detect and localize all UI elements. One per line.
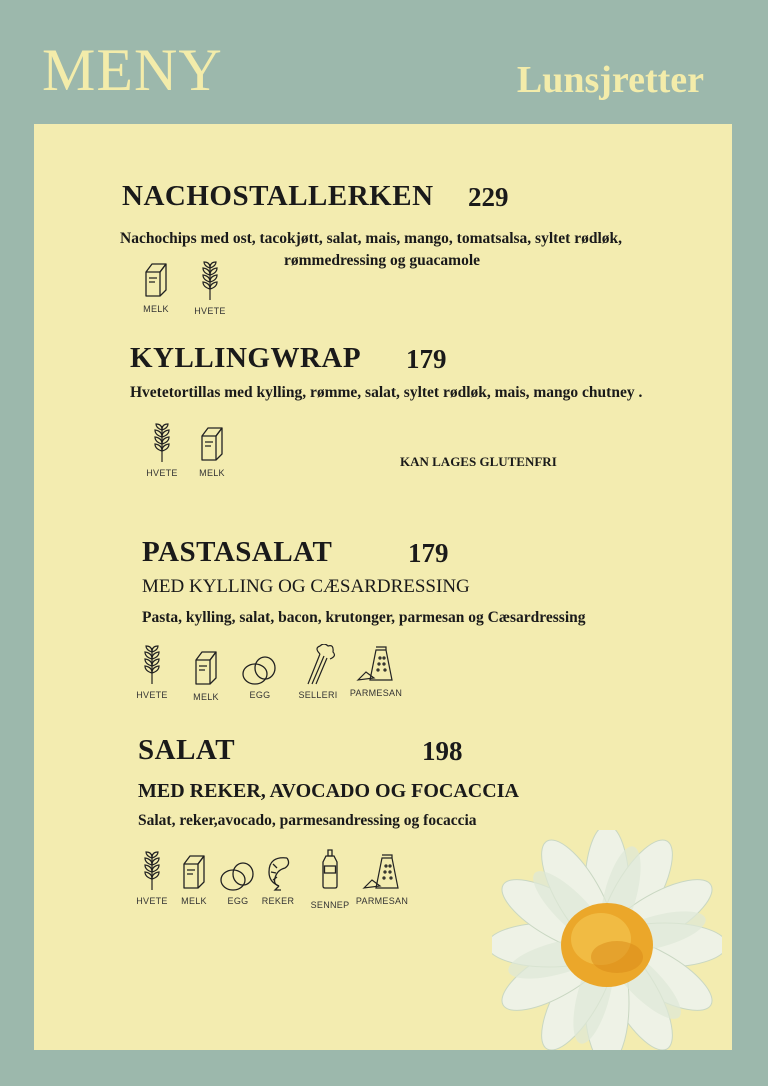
- allergen-label: MELK: [199, 468, 225, 478]
- page-title: MENY: [42, 37, 223, 103]
- allergen-label: PARMESAN: [349, 688, 403, 698]
- daisy-flower: [492, 830, 722, 1050]
- wheat-icon: [138, 850, 166, 892]
- milk-carton-icon: [196, 424, 228, 464]
- milk-carton-icon: [140, 260, 172, 300]
- wheat-icon: [138, 644, 166, 686]
- allergen-wheat: [124, 644, 180, 700]
- allergen-shrimp: [250, 850, 306, 906]
- allergen-milk: [128, 260, 184, 314]
- allergen-label: MELK: [181, 896, 207, 906]
- milk-carton-icon: [190, 648, 222, 688]
- allergen-label: HVETE: [136, 690, 168, 700]
- dish-name-kyllingwrap: KYLLINGWRAP: [130, 342, 362, 374]
- dish-desc-pastasalat: Pasta, kylling, salat, bacon, krutonger, parmesan og Cæsardressing: [142, 609, 586, 626]
- dish-subtitle-salat: MED REKER, AVOCADO OG FOCACCIA: [138, 780, 519, 802]
- dish-note-glutenfree: KAN LAGES GLUTENFRI: [400, 454, 557, 469]
- allergen-label: EGG: [249, 690, 271, 700]
- allergen-egg: [232, 650, 288, 700]
- allergen-mustard: [302, 842, 358, 910]
- allergen-label: MELK: [193, 692, 219, 702]
- dish-price-nachostallerken: 229: [468, 182, 509, 212]
- allergen-label: MELK: [143, 304, 169, 314]
- allergen-parmesan: [348, 644, 404, 698]
- allergen-celery: [290, 644, 346, 700]
- dish-desc-salat: Salat, reker,avocado, parmesandressing og focaccia: [138, 812, 477, 829]
- allergen-label: SELLERI: [298, 690, 338, 700]
- allergen-milk: [178, 648, 234, 702]
- dish-price-pastasalat: 179: [408, 538, 449, 568]
- wheat-icon: [196, 260, 224, 302]
- mustard-bottle-icon: [316, 842, 344, 896]
- allergen-wheat: [182, 260, 238, 316]
- dish-price-salat: 198: [422, 736, 463, 766]
- allergen-label: SENNEP: [310, 900, 350, 910]
- dish-name-salat: SALAT: [138, 734, 236, 766]
- allergen-label: HVETE: [146, 468, 178, 478]
- cheese-grater-icon: [356, 644, 396, 684]
- egg-icon: [241, 650, 279, 686]
- dish-desc-kyllingwrap: Hvetetortillas med kylling, rømme, salat, syltet rødløk, mais, mango chutney .: [130, 384, 643, 401]
- milk-carton-icon: [178, 852, 210, 892]
- allergen-label: REKER: [261, 896, 295, 906]
- allergen-label: HVETE: [194, 306, 226, 316]
- allergen-label: PARMESAN: [355, 896, 409, 906]
- allergen-milk: [184, 424, 240, 478]
- allergen-label: EGG: [227, 896, 249, 906]
- wheat-icon: [148, 422, 176, 464]
- dish-price-kyllingwrap: 179: [406, 344, 447, 374]
- shrimp-icon: [261, 850, 295, 892]
- cheese-grater-icon: [362, 852, 402, 892]
- dish-desc-nachostallerken-2: rømmedressing og guacamole: [284, 252, 481, 269]
- allergen-parmesan: [354, 852, 410, 906]
- dish-name-pastasalat: PASTASALAT: [142, 536, 333, 568]
- page-subtitle: Lunsjretter: [516, 59, 704, 101]
- dish-desc-nachostallerken: Nachochips med ost, tacokjøtt, salat, mais, mango, tomatsalsa, syltet rødløk,: [120, 230, 623, 247]
- dish-name-nachostallerken: NACHOSTALLERKEN: [122, 180, 434, 212]
- celery-icon: [300, 644, 336, 686]
- allergen-wheat: [134, 422, 190, 478]
- dish-subtitle-pastasalat: MED KYLLING OG CÆSARDRESSING: [142, 576, 470, 597]
- allergen-label: HVETE: [136, 896, 168, 906]
